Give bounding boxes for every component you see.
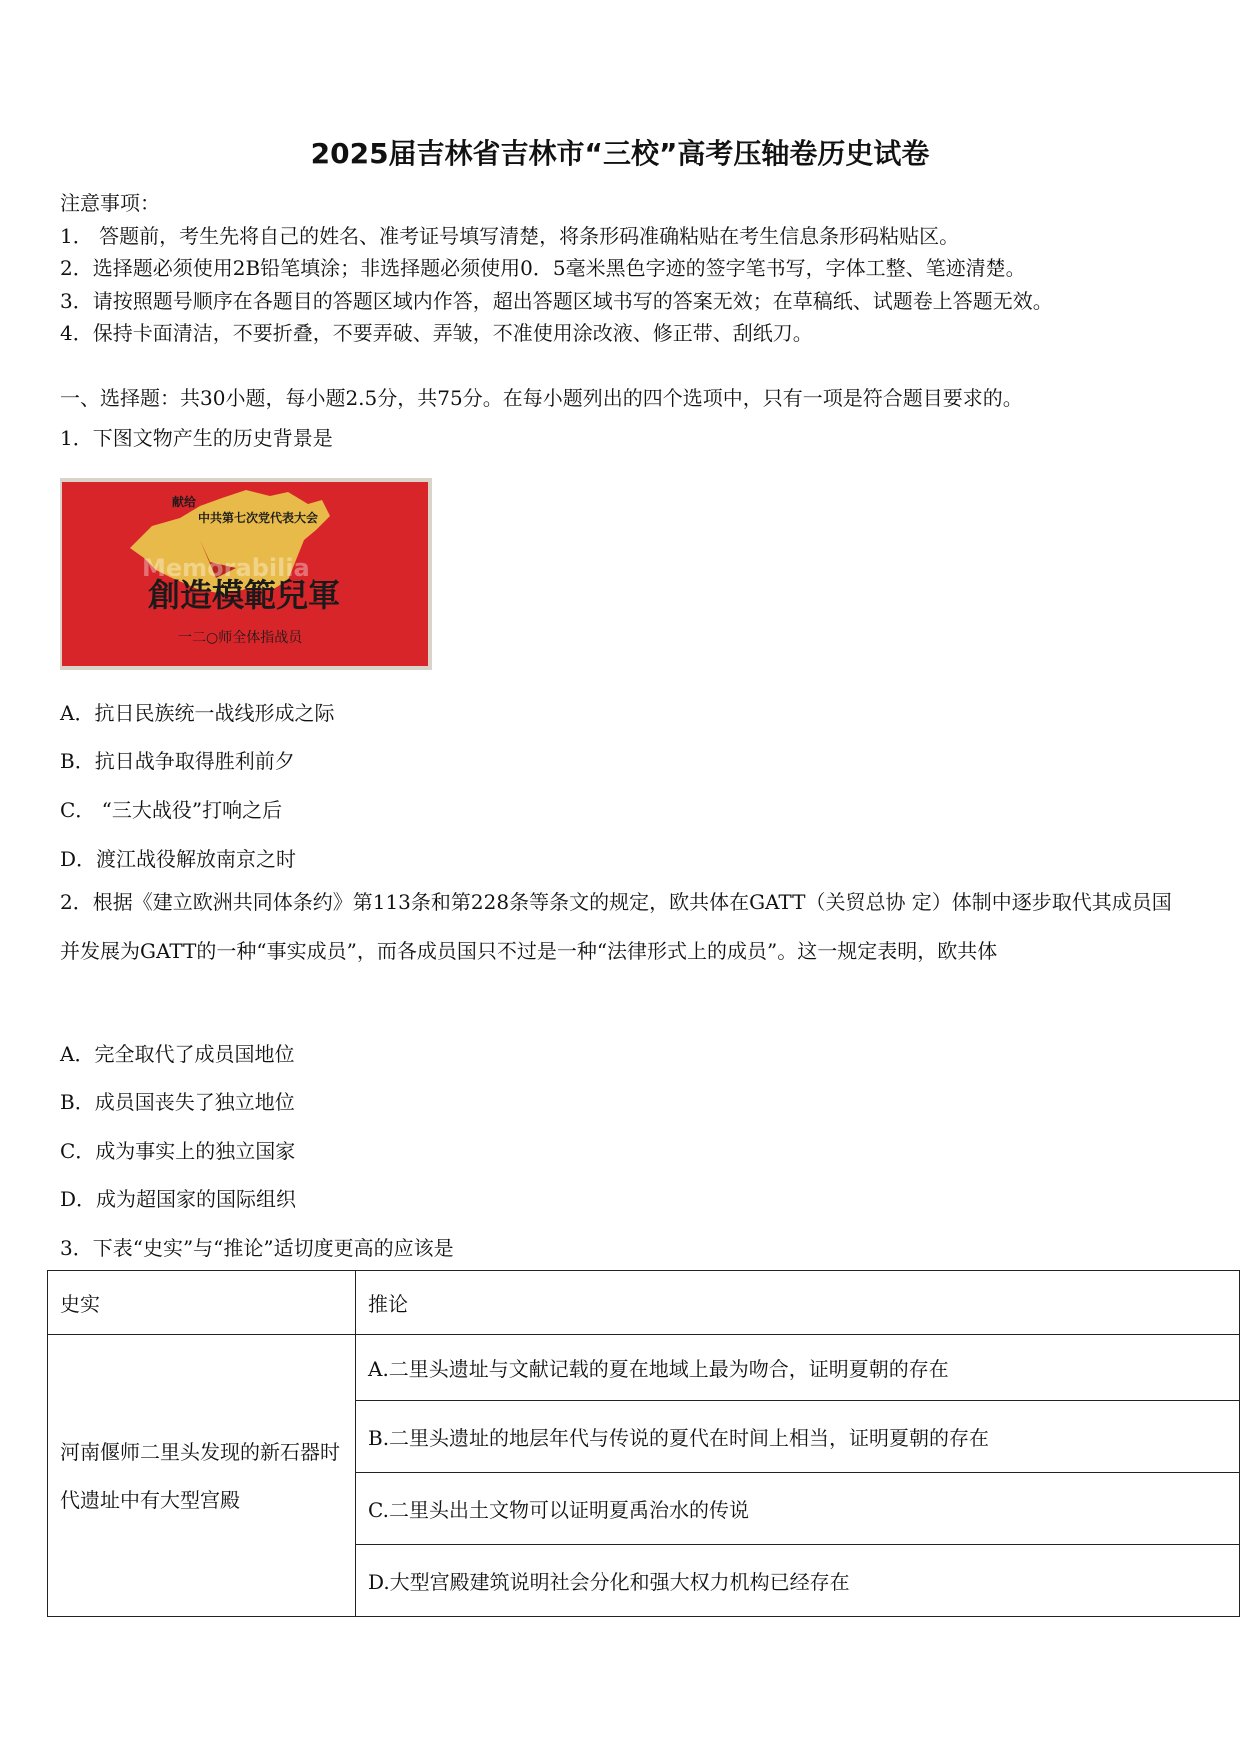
banner-bottom-text: 一二○师全体指战员 bbox=[178, 630, 303, 646]
table-cell-inference-a: A.二里头遗址与文献记载的夏在地域上最为吻合，证明夏朝的存在 bbox=[356, 1335, 1240, 1401]
banner-top-text: 献给 bbox=[172, 495, 197, 509]
question-1-option-d: D．渡江战役解放南京之时 bbox=[60, 847, 297, 871]
table-header-inference: 推论 bbox=[356, 1271, 1240, 1335]
question-2-option-b: B．成员国丧失了独立地位 bbox=[60, 1090, 295, 1114]
section-heading: 一、选择题：共30小题，每小题2.5分，共75分。在每小题列出的四个选项中，只有一项是符合题目要求的。 bbox=[60, 386, 1023, 410]
question-1-image bbox=[60, 478, 432, 670]
question-1-option-a: A．抗日民族统一战线形成之际 bbox=[60, 701, 335, 725]
table-cell-inference-d: D.大型宫殿建筑说明社会分化和强大权力机构已经存在 bbox=[356, 1545, 1240, 1617]
table-cell-inference-c: C.二里头出土文物可以证明夏禹治水的传说 bbox=[356, 1473, 1240, 1545]
question-3-stem: 3．下表“史实”与“推论”适切度更高的应该是 bbox=[60, 1236, 454, 1260]
page-title: 2025届吉林省吉林市“三校”高考压轴卷历史试卷 bbox=[310, 137, 930, 170]
table-cell-fact: 河南偃师二里头发现的新石器时代遗址中有大型宫殿 bbox=[48, 1335, 356, 1617]
question-3-table bbox=[47, 1270, 1240, 1617]
question-2-stem: 2．根据《建立欧洲共同体条约》第113条和第228条等条文的规定，欧共体在GATT（关贸总协 定）体制中逐步取代其成员国并发展为GATT的一种“事实成员”，而各成员国只不过是一种“法律形式上的成员”。这一规定表明，欧共体 bbox=[60, 890, 1172, 963]
notice-item-2: 2．选择题必须使用2B铅笔填涂；非选择题必须使用0．5毫米黑色字迹的签字笔书写，字体工整、笔迹清楚。 bbox=[60, 256, 1026, 280]
watermark-text: Memorabilia bbox=[142, 554, 310, 582]
banner-illustration bbox=[60, 478, 432, 670]
notice-item-1: 1． 答题前，考生先将自己的姓名、准考证号填写清楚，将条形码准确粘贴在考生信息条形码粘贴区。 bbox=[60, 224, 960, 248]
question-1-stem: 1．下图文物产生的历史背景是 bbox=[60, 426, 333, 450]
banner-main-text: 創造模範兒軍 bbox=[148, 576, 341, 614]
question-1-option-c: C． “三大战役”打响之后 bbox=[60, 798, 283, 822]
notice-item-3: 3．请按照题号顺序在各题目的答题区域内作答，超出答题区域书写的答案无效；在草稿纸、试题卷上答题无效。 bbox=[60, 289, 1053, 313]
question-1-option-b: B．抗日战争取得胜利前夕 bbox=[60, 749, 295, 773]
table-header-fact: 史实 bbox=[48, 1271, 356, 1335]
notice-heading: 注意事项： bbox=[60, 191, 160, 215]
table-cell-inference-b: B.二里头遗址的地层年代与传说的夏代在时间上相当，证明夏朝的存在 bbox=[356, 1401, 1240, 1473]
question-2-option-c: C．成为事实上的独立国家 bbox=[60, 1139, 296, 1163]
notice-item-4: 4．保持卡面清洁，不要折叠，不要弄破、弄皱，不准使用涂改液、修正带、刮纸刀。 bbox=[60, 321, 813, 345]
question-2-option-a: A．完全取代了成员国地位 bbox=[60, 1042, 295, 1066]
table-header-row bbox=[48, 1271, 1240, 1335]
table-row bbox=[48, 1335, 1240, 1401]
banner-sub-text: 中共第七次党代表大会 bbox=[198, 511, 319, 525]
question-2-option-d: D．成为超国家的国际组织 bbox=[60, 1187, 297, 1211]
